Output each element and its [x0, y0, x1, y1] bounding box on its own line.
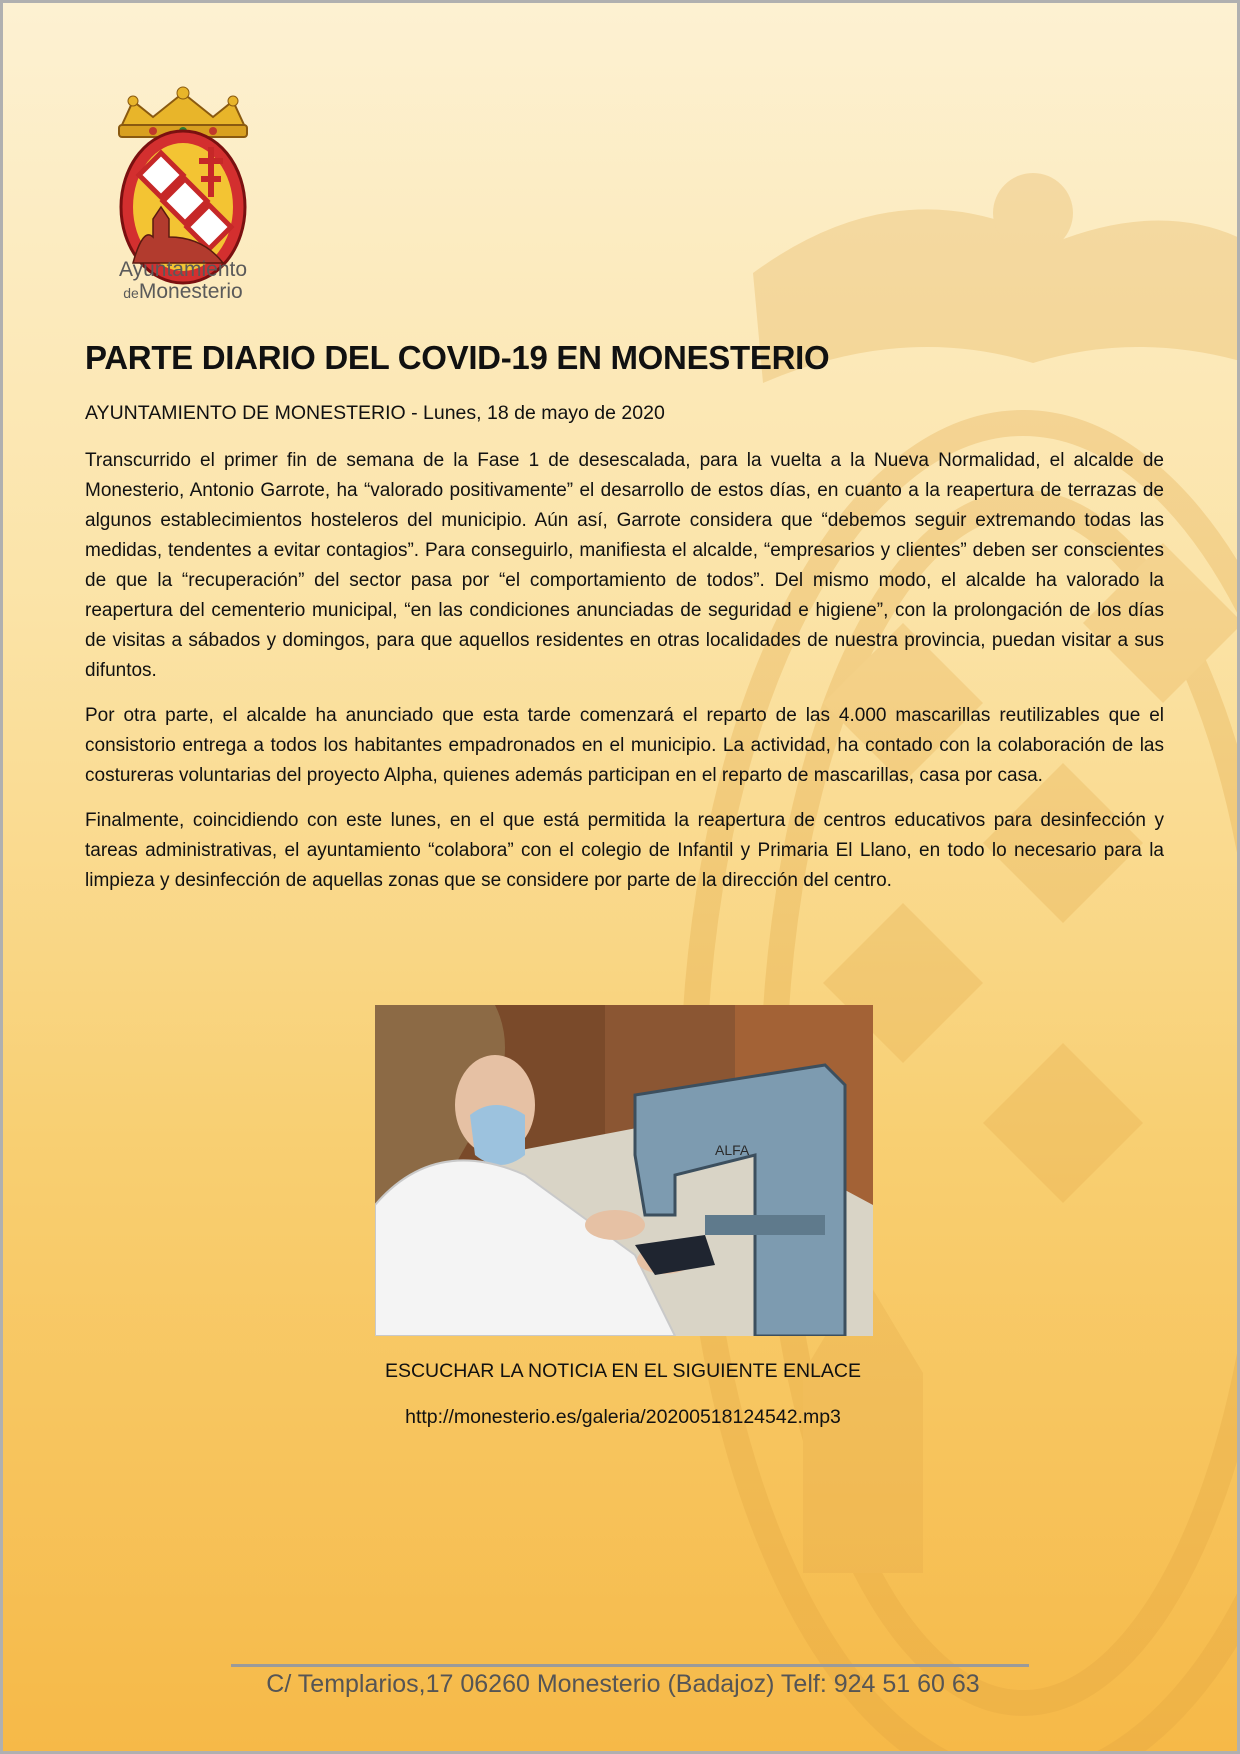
audio-link-url[interactable]: http://monesterio.es/galeria/20200518124542.mp3 [405, 1406, 841, 1428]
article-title: PARTE DIARIO DEL COVID-19 EN MONESTERIO [85, 339, 830, 376]
logo-line-2-prefix: de [123, 285, 139, 301]
paragraph: Transcurrido el primer fin de semana de la Fase 1 de desescalada, para la vuelta a la Nueva Normalidad, el alcalde de Monesterio, Antonio Garrote, ha “valorado positivamente” el desarrollo de estos días, en cuanto a la reapertura de terrazas de algunos establecimientos hosteleros del municipio. Aún así, Garrote considera que “debemos seguir extremando todas las medidas, tendentes a evitar contagios”. Para conseguirlo, manifiesta el alcalde, “empresarios y clientes” deben ser conscientes de que la “recuperación” del sector pasa por “el comportamiento de todos”. Del mismo modo, el alcalde ha valorado la reapertura del cementerio municipal, “en las condiciones anunciadas de seguridad e higiene”, con la prolongación de los días de visitas a sábados y domingos, para que aquellos residentes en otras localidades de nuestra provincia, puedan visitar a sus difuntos. [85, 450, 1164, 681]
article-byline: AYUNTAMIENTO DE MONESTERIO - Lunes, 18 de mayo de 2020 [85, 402, 665, 424]
footer-divider [231, 1664, 1029, 1667]
paragraph: Finalmente, coincidiendo con este lunes, en el que está permitida la reapertura de centros educativos para desinfección y tareas administrativas, el ayuntamiento “colabora” con el colegio de Infantil y Primaria El Llano, en todo lo necesario para la limpieza y desinfección de aquellas zonas que se considere por parte de la dirección del centro. [85, 810, 1164, 891]
logo-line-2-name: Monesterio [138, 280, 243, 303]
crown-icon [119, 87, 247, 137]
article-body [85, 446, 1164, 911]
footer-address: C/ Templarios,17 06260 Monesterio (Badajoz) Telf: 924 51 60 63 [266, 1670, 980, 1698]
machine-brand-label: ALFA [715, 1142, 750, 1158]
sewing-volunteer-photo [375, 1005, 873, 1336]
paragraph: Por otra parte, el alcalde ha anunciado que esta tarde comenzará el reparto de las 4.000 mascarillas reutilizables que el consistorio entrega a todos los habitantes empadronados en el municipio. La actividad, ha contado con la colaboración de las costureras voluntarias del proyecto Alpha, quienes además participan en el reparto de mascarillas, casa por casa. [85, 705, 1164, 786]
logo-line-1: Ayuntamiento [118, 258, 248, 281]
audio-link-label: ESCUCHAR LA NOTICIA EN EL SIGUIENTE ENLACE [384, 1360, 862, 1382]
logo-line-2 [103, 281, 263, 304]
logo-wordmark [103, 259, 263, 304]
